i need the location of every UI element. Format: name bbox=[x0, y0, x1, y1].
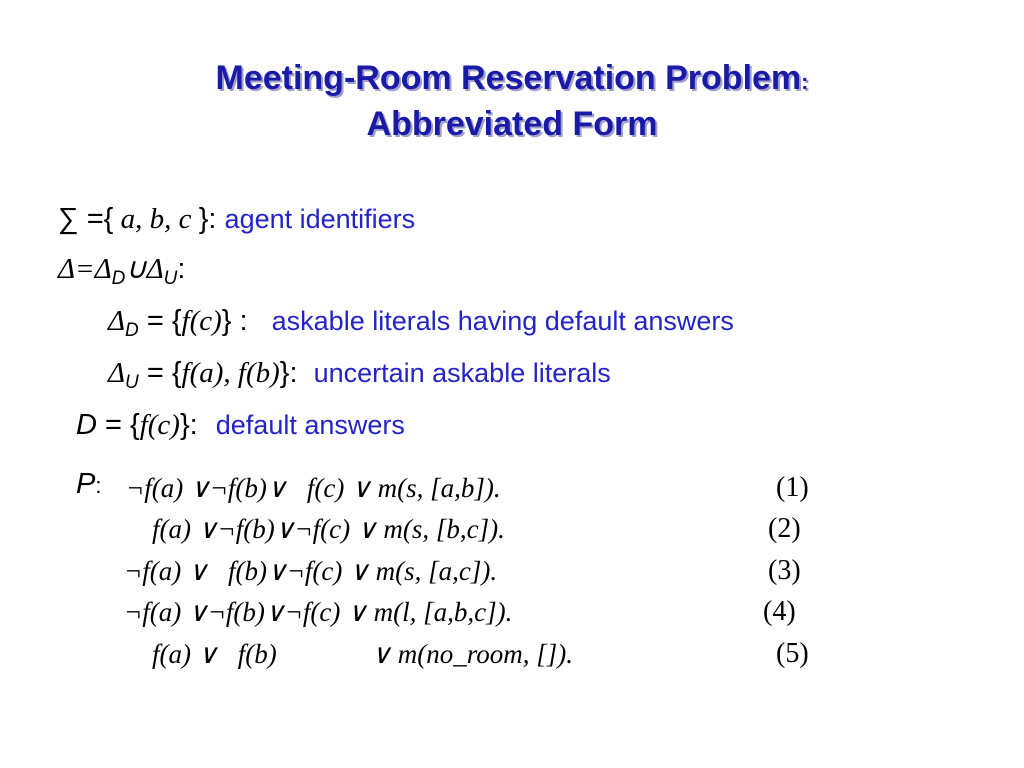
delta-d-symbol: Δ bbox=[108, 305, 126, 337]
sigma-vars: a, b, c bbox=[113, 203, 199, 235]
delta-u-close: }: bbox=[279, 357, 298, 389]
delta-lhs: Δ=Δ bbox=[58, 253, 112, 285]
delta-u-description: uncertain askable literals bbox=[313, 358, 611, 388]
program-label-colon: : bbox=[95, 473, 102, 498]
program-label-p: P bbox=[76, 468, 96, 500]
clause-1-number: (1) bbox=[776, 472, 809, 503]
clause-5: f(a) ∨ f(b) ∨ m(no_room, []). bbox=[152, 639, 573, 669]
delta-d-definition bbox=[108, 304, 734, 348]
defaults-lhs: D bbox=[76, 409, 97, 441]
delta-d-eq: = { bbox=[138, 305, 182, 337]
clause-4-number: (4) bbox=[763, 596, 796, 627]
delta-d-close: } : bbox=[221, 305, 248, 337]
defaults-eq: = { bbox=[96, 409, 140, 441]
sigma-definition bbox=[58, 202, 415, 236]
sigma-description: agent identifiers bbox=[224, 204, 416, 234]
defaults-expr: f(c) bbox=[139, 409, 180, 441]
clause-5-number: (5) bbox=[776, 638, 809, 669]
delta-definition bbox=[58, 252, 185, 296]
title-text: Meeting-Room Reservation Problem bbox=[215, 59, 802, 97]
slide-title-line-1 bbox=[0, 58, 1024, 102]
program-label bbox=[76, 467, 101, 503]
delta-d-description: askable literals having default answers bbox=[271, 306, 734, 336]
clause-3: ¬f(a) ∨ f(b)∨¬f(c) ∨ m(s, [a,c]). bbox=[124, 556, 498, 586]
delta-u-eq: = { bbox=[138, 357, 182, 389]
clause-3-number: (3) bbox=[768, 555, 801, 586]
slide-title-line-2: Abbreviated Form bbox=[366, 105, 658, 143]
defaults-definition bbox=[76, 408, 405, 442]
delta-u-definition bbox=[108, 356, 611, 400]
clause-2: f(a) ∨¬f(b)∨¬f(c) ∨ m(s, [b,c]). bbox=[152, 514, 505, 544]
defaults-close: }: bbox=[179, 409, 198, 441]
clause-1: ¬f(a) ∨¬f(b)∨ f(c) ∨ m(s, [a,b]). bbox=[126, 473, 501, 503]
delta-u-expr: f(a), f(b) bbox=[181, 357, 280, 389]
defaults-description: default answers bbox=[215, 410, 405, 440]
sigma-lhs: ∑ ={ bbox=[58, 203, 114, 235]
delta-colon: : bbox=[177, 253, 186, 285]
delta-u-symbol: Δ bbox=[108, 357, 126, 389]
clause-4: ¬f(a) ∨¬f(b)∨¬f(c) ∨ m(l, [a,b,c]). bbox=[124, 597, 513, 627]
delta-u-sub: U bbox=[125, 372, 139, 393]
sigma-close: }: bbox=[198, 203, 217, 235]
delta-d-expr: f(c) bbox=[181, 305, 222, 337]
delta-d-sub: D bbox=[125, 320, 139, 341]
delta-union: ∪Δ bbox=[125, 253, 164, 285]
delta-sub-d: D bbox=[111, 268, 126, 289]
title-colon: : bbox=[801, 69, 809, 94]
delta-sub-u: U bbox=[163, 268, 178, 289]
clause-2-number: (2) bbox=[768, 513, 801, 544]
